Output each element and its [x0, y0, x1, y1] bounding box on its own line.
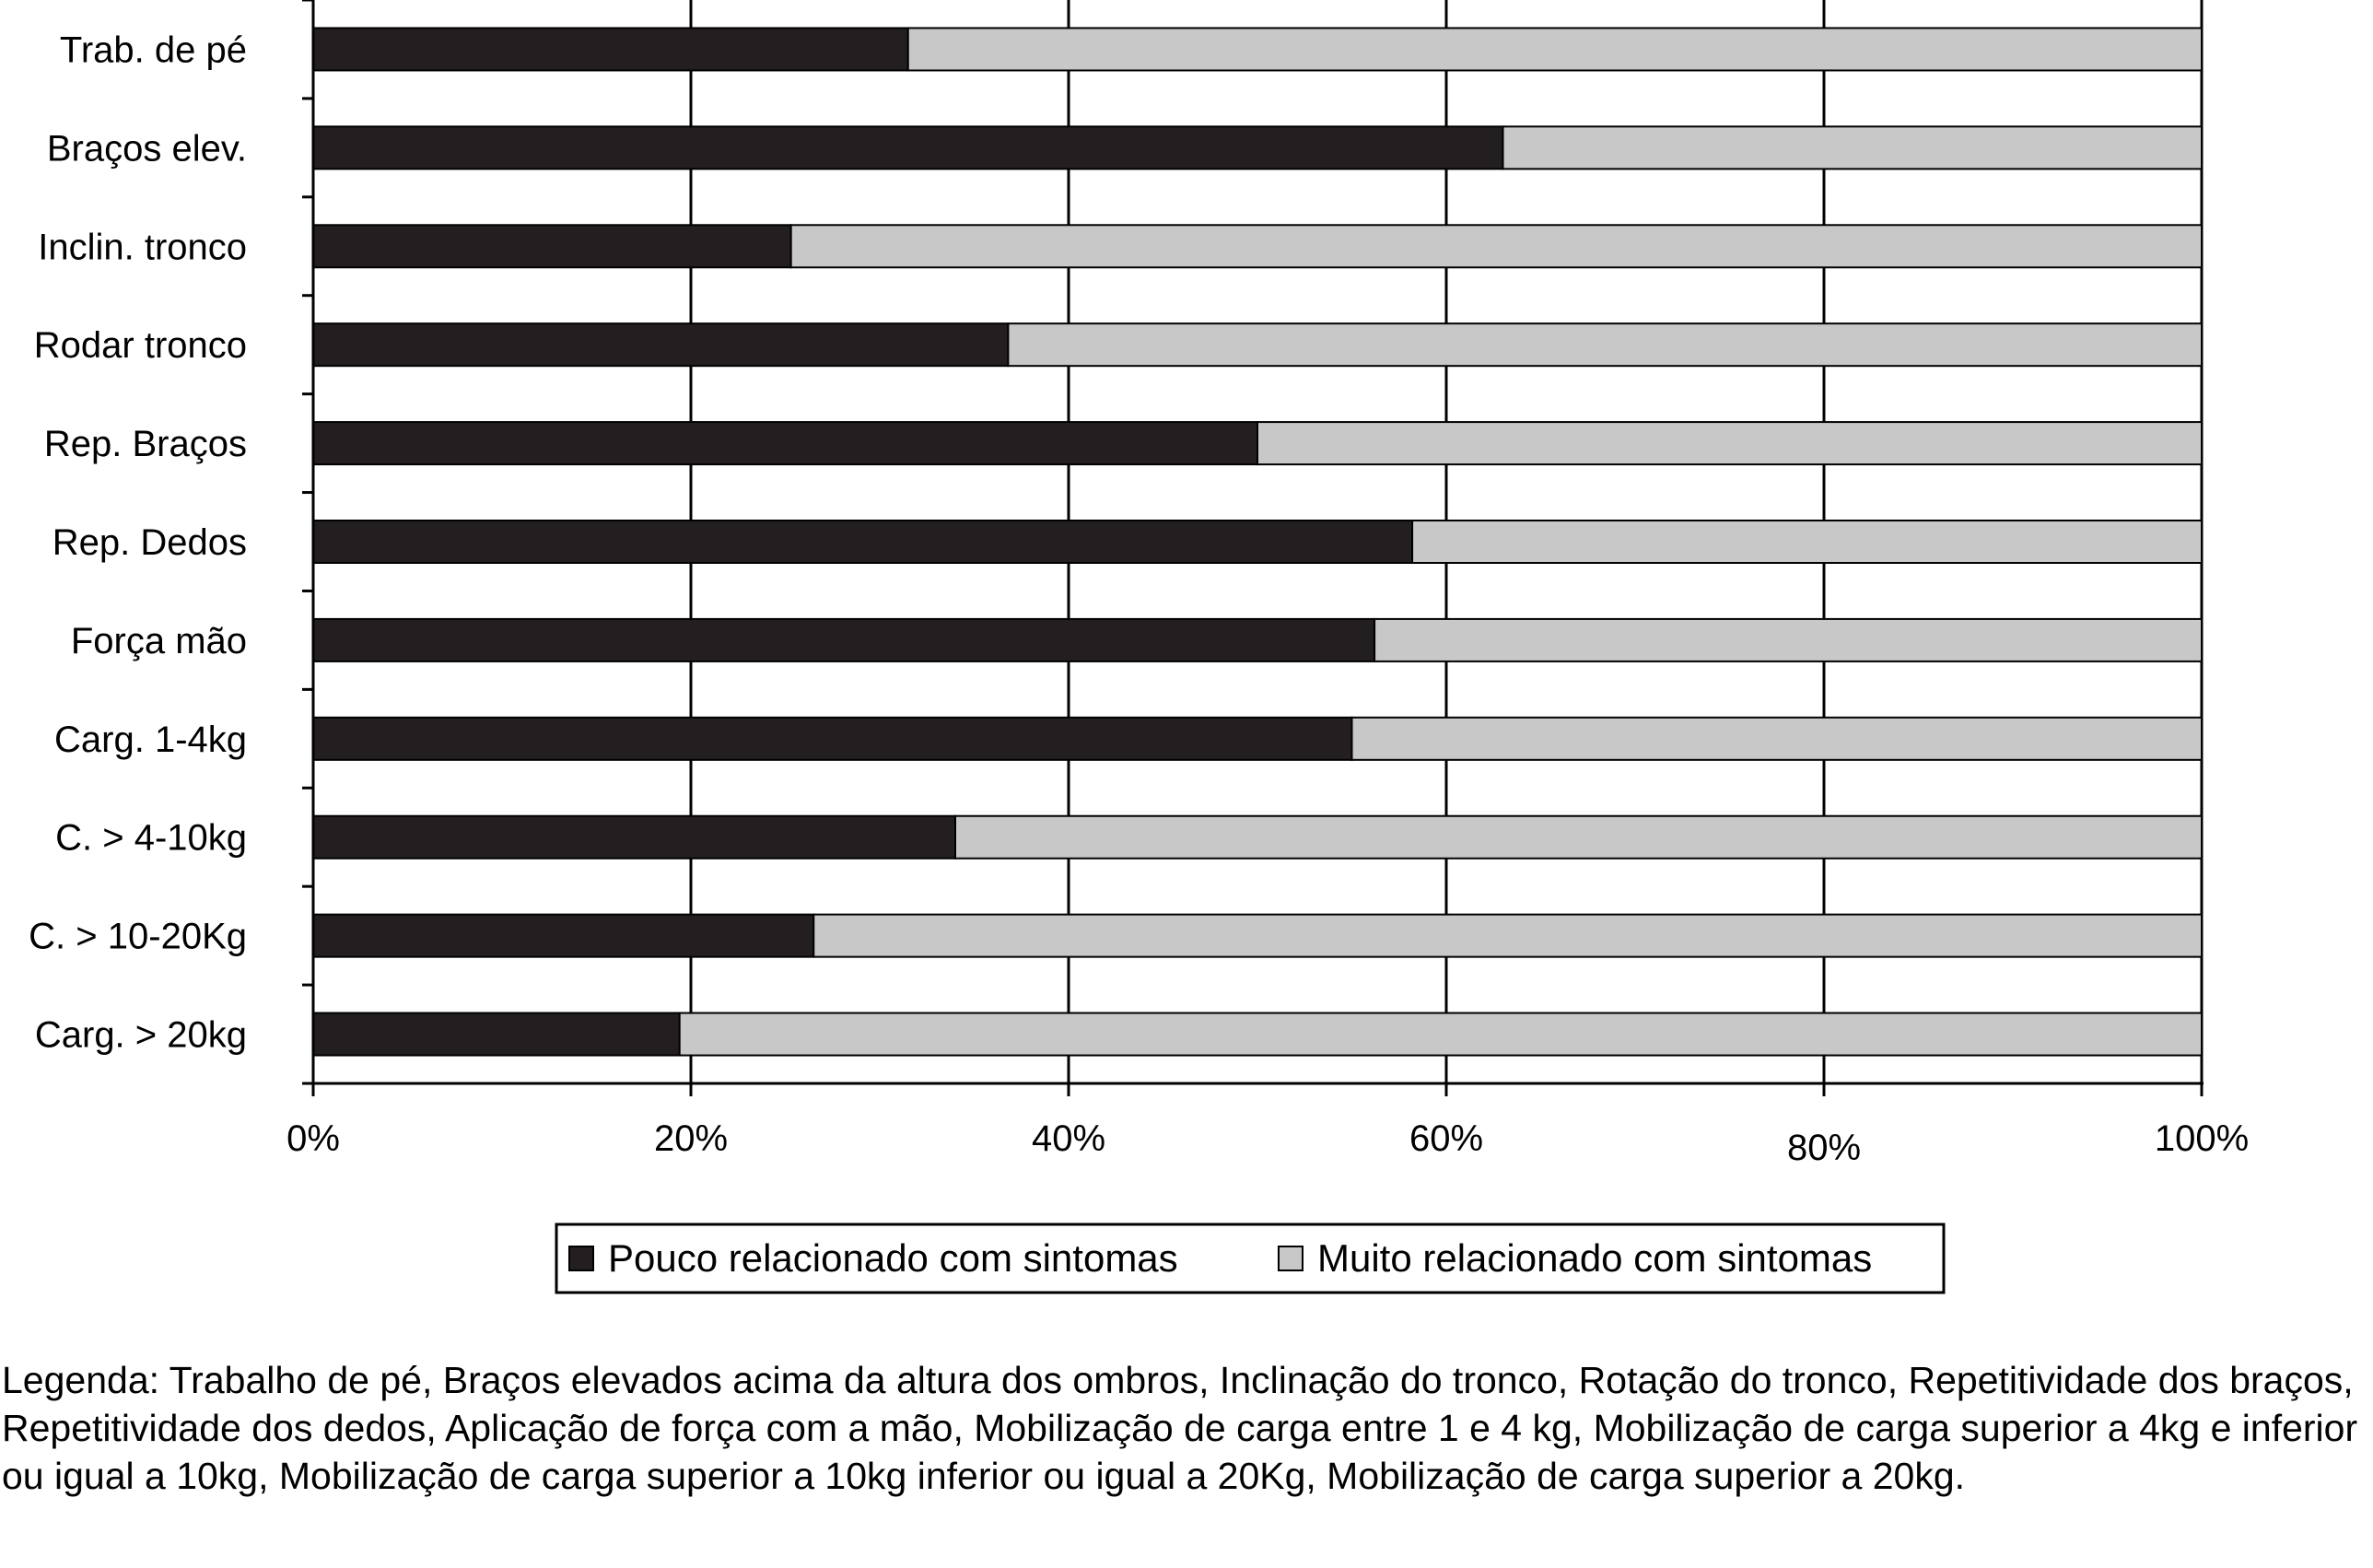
bar-segment-pouco — [313, 323, 1008, 366]
category-label: C. > 10-20Kg — [29, 916, 247, 957]
x-tick-label: 20% — [653, 1118, 729, 1159]
figure-caption: Legenda: Trabalho de pé, Braços elevados acima da altura dos ombros, Inclinação do tronco, Rotação do tronco, Repetitividade dos braços, Repetitividade dos dedos, Aplicação de força com a mão, Mobilização de carga entre 1 e 4 kg, Mobilização de carga superior a 4kg e inferior ou igual a 10kg, Mobilização de carga superior a 10kg inferior ou igual a 20Kg, Mobilização de carga superior a 20kg. — [2, 1359, 2358, 1497]
x-tick-label: 80% — [1786, 1128, 1862, 1168]
bar-segment-muito — [813, 915, 2202, 957]
category-label: Braços elev. — [46, 128, 247, 170]
x-tick-label: 60% — [1409, 1118, 1484, 1159]
category-label: Rep. Braços — [43, 424, 247, 465]
legend-label: Pouco relacionado com sintomas — [608, 1236, 1178, 1280]
category-label: Carg. > 20kg — [34, 1014, 247, 1056]
bar-segment-muito — [680, 1013, 2202, 1056]
category-label: Carg. 1-4kg — [54, 719, 247, 760]
category-label: Inclin. tronco — [38, 227, 247, 268]
bar-segment-pouco — [313, 718, 1352, 760]
bar-segment-pouco — [313, 422, 1257, 464]
category-label: C. > 4-10kg — [55, 817, 247, 859]
bar-segment-muito — [1374, 619, 2202, 661]
legend — [556, 1224, 1944, 1293]
x-tick-labels — [286, 1118, 2249, 1168]
bar-segment-muito — [1503, 126, 2203, 169]
bar-segment-pouco — [313, 28, 908, 70]
bar-segment-pouco — [313, 619, 1374, 661]
bar-segment-muito — [1352, 718, 2203, 760]
bar-segment-muito — [955, 816, 2202, 859]
bar-segment-muito — [1008, 323, 2202, 366]
bar-segment-pouco — [313, 915, 813, 957]
bar-segment-muito — [791, 225, 2202, 267]
bar-segment-pouco — [313, 225, 791, 267]
legend-label: Muito relacionado com sintomas — [1317, 1236, 1873, 1280]
bar-segment-pouco — [313, 1013, 680, 1056]
category-label: Força mão — [70, 620, 247, 661]
legend-swatch — [1279, 1246, 1303, 1270]
bar-segment-muito — [1412, 521, 2202, 563]
x-tick-label: 40% — [1031, 1118, 1106, 1159]
bar-segment-pouco — [313, 126, 1503, 169]
category-label: Rep. Dedos — [52, 522, 247, 563]
x-tick-label: 100% — [2154, 1118, 2250, 1159]
legend-swatch — [569, 1246, 593, 1270]
category-label: Rodar tronco — [33, 325, 247, 367]
bar-segment-pouco — [313, 816, 955, 859]
bars — [313, 28, 2202, 1055]
category-labels — [29, 29, 247, 1055]
bar-segment-muito — [908, 28, 2202, 70]
category-label: Trab. de pé — [59, 29, 247, 71]
bar-segment-pouco — [313, 521, 1412, 563]
bar-segment-muito — [1257, 422, 2202, 464]
x-tick-label: 0% — [286, 1118, 340, 1159]
